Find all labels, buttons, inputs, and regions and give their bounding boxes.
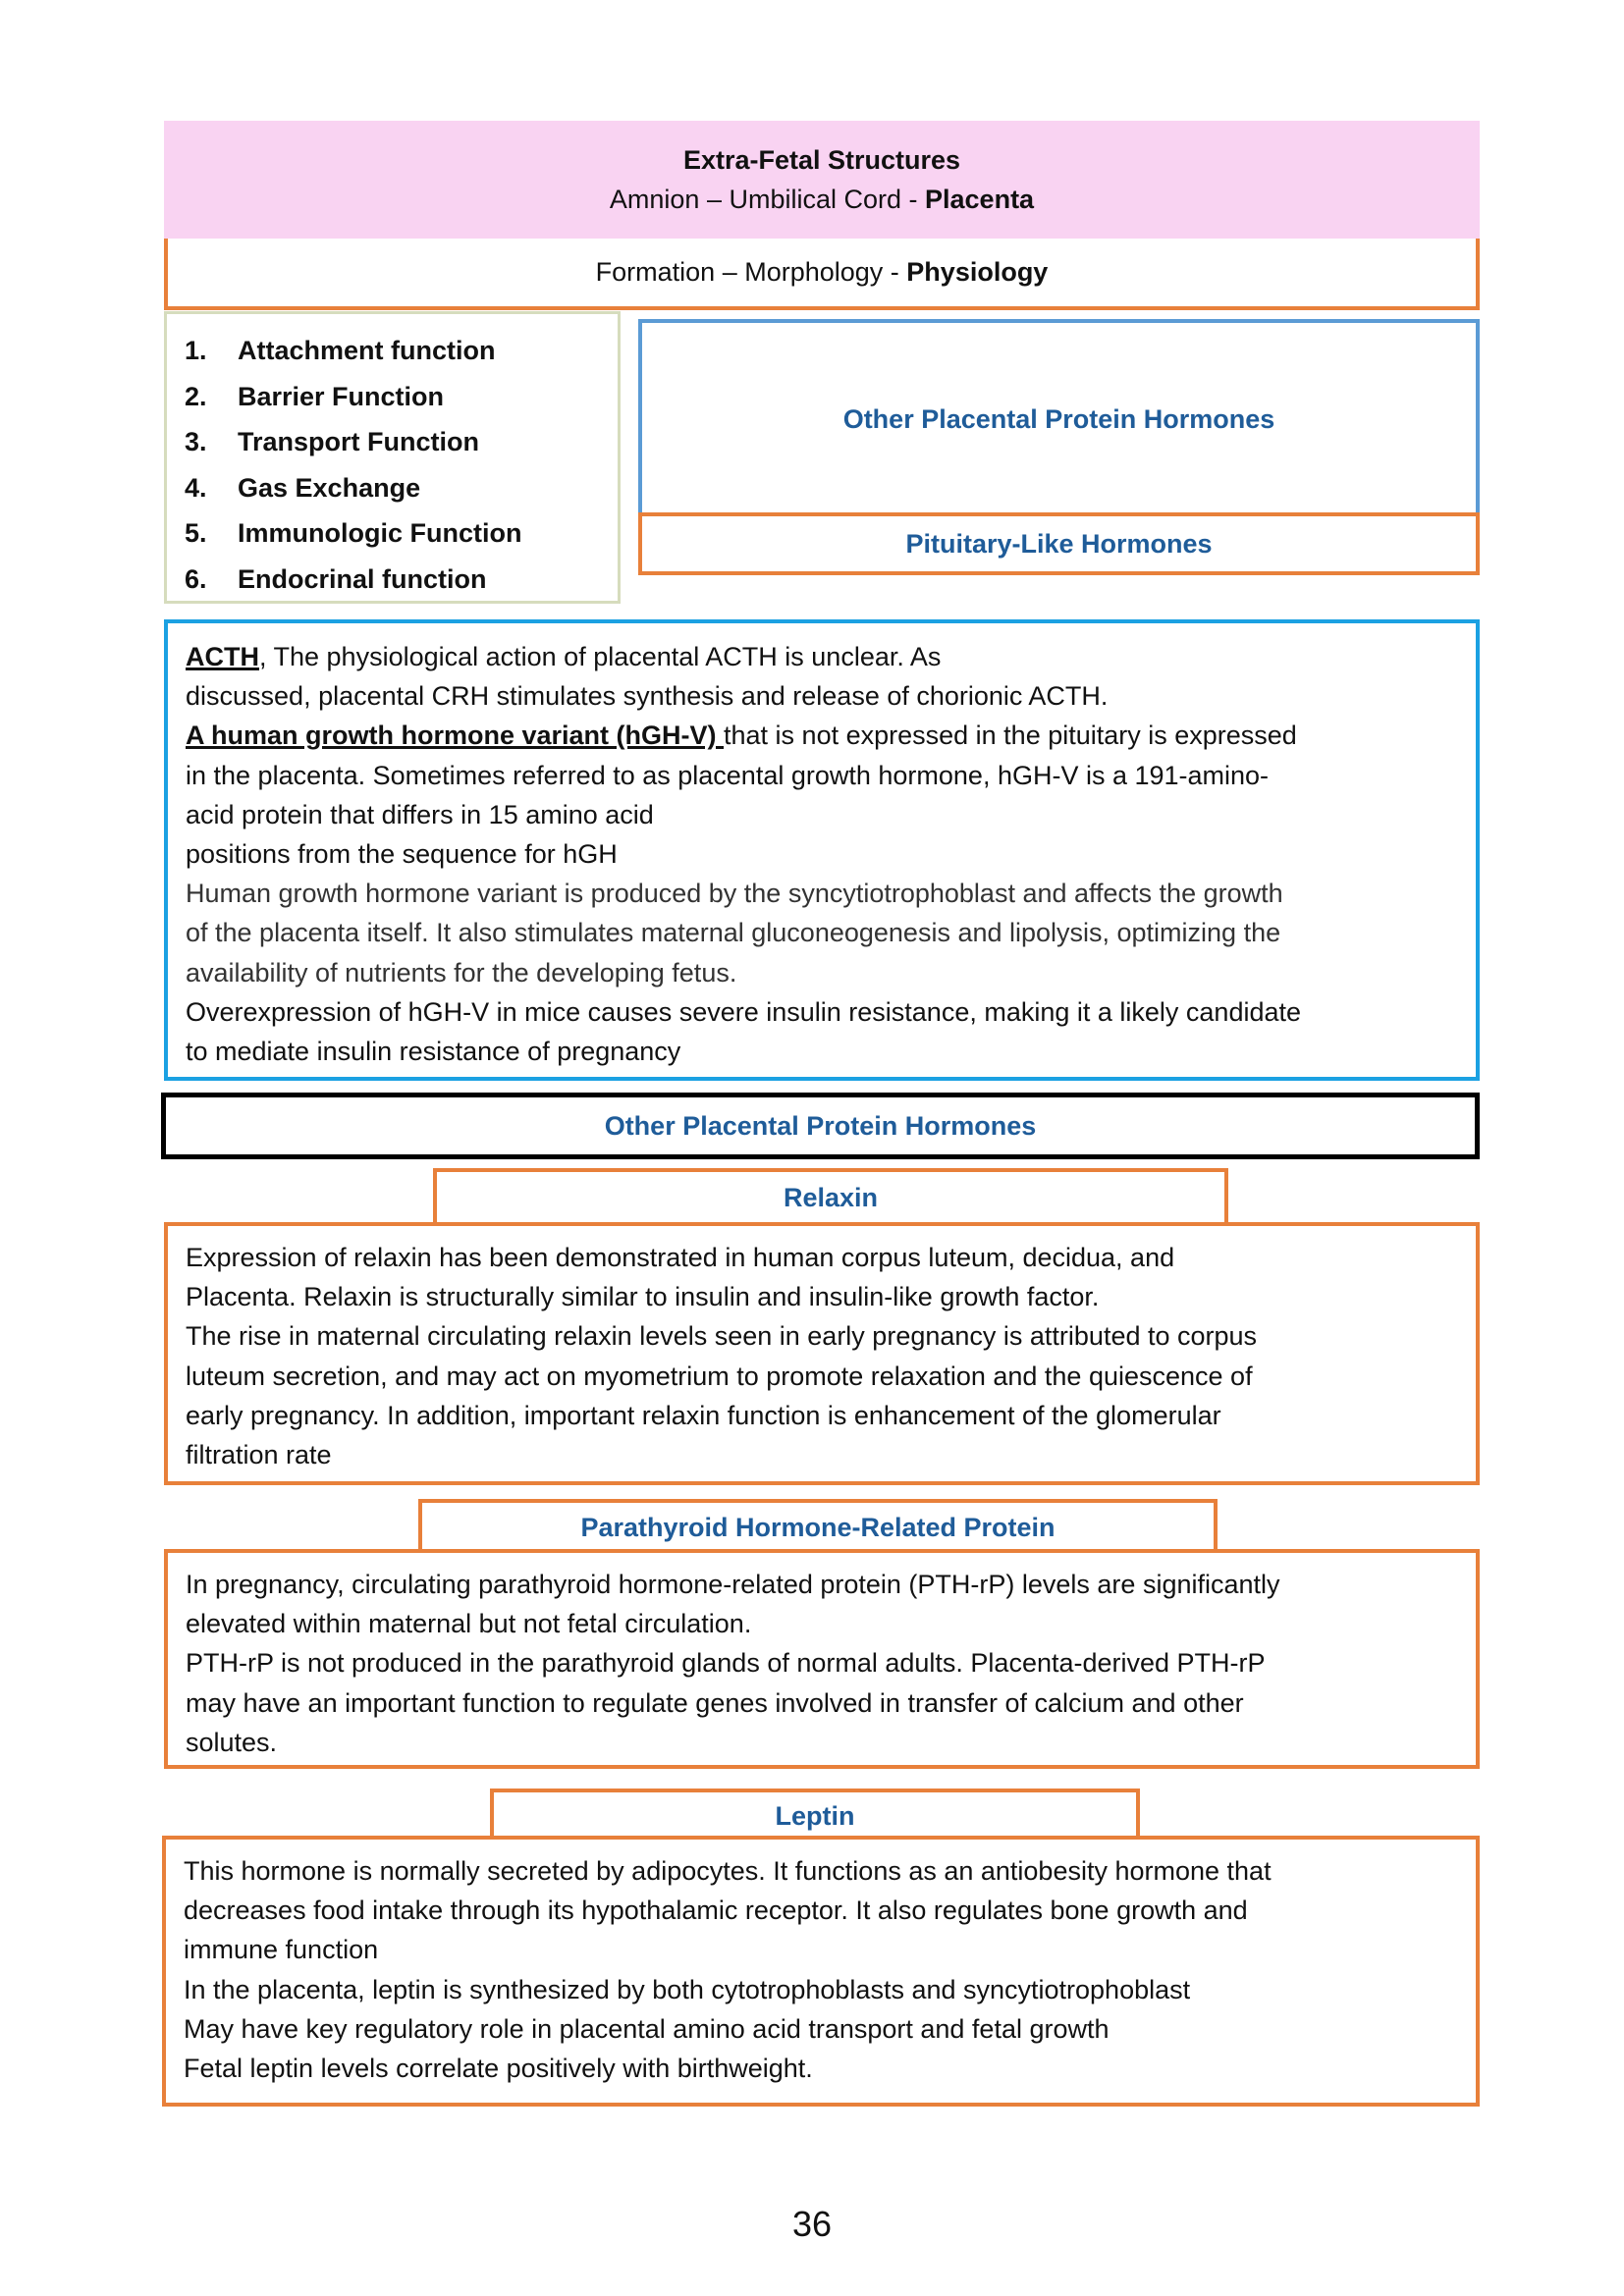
page-number: 36	[791, 2204, 833, 2244]
other-section-title-text: Other Placental Protein Hormones	[604, 1110, 1037, 1141]
function-number: 1.	[185, 336, 207, 365]
function-label: Gas Exchange	[238, 472, 421, 503]
function-item	[185, 374, 618, 420]
hghv-text: that is not expressed in the pituitary is expressed	[724, 721, 1297, 751]
function-number: 5.	[185, 518, 207, 548]
other-hormones-section-title	[161, 1093, 1480, 1159]
hghv-text-line: acid protein that differs in 15 amino acid	[186, 799, 654, 829]
acth-term: ACTH	[186, 642, 259, 671]
pituitary-like-title: Pituitary-Like Hormones	[905, 528, 1213, 559]
section-subheader	[164, 239, 1480, 310]
pthrp-line: In pregnancy, circulating parathyroid hormone-related protein (PTH-rP) levels are significantly	[186, 1570, 1280, 1599]
leptin-tab	[490, 1789, 1140, 1840]
relaxin-line: The rise in maternal circulating relaxin levels seen in early pregnancy is attributed to corpus	[186, 1321, 1258, 1352]
function-number: 3.	[185, 427, 207, 456]
leptin-line: Fetal leptin levels correlate positively with birthweight.	[184, 2054, 813, 2084]
hghv-text-line: Human growth hormone variant is produced by the syncytiotrophoblast and affects the growth	[186, 879, 1283, 909]
hghv-text-line: availability of nutrients for the developing fetus.	[186, 957, 737, 988]
hghv-text-line: of the placenta itself. It also stimulates maternal gluconeogenesis and lipolysis, optimizing the	[186, 918, 1281, 948]
other-hormones-title-box	[638, 319, 1480, 515]
pthrp-title: Parathyroid Hormone-Related Protein	[580, 1513, 1056, 1542]
relaxin-title: Relaxin	[783, 1183, 879, 1212]
leptin-content	[162, 1836, 1480, 2107]
header-title: Extra-Fetal Structures	[682, 145, 961, 175]
function-item	[185, 510, 618, 557]
acth-text-line: discussed, placental CRH stimulates synthesis and release of chorionic ACTH.	[186, 681, 1109, 712]
placenta-functions-list	[164, 311, 621, 604]
relaxin-line: Placenta. Relaxin is structurally similar to insulin and insulin-like growth factor.	[186, 1282, 1100, 1312]
pituitary-hormones-content	[164, 619, 1480, 1081]
function-number: 4.	[185, 472, 207, 503]
function-label: Attachment function	[238, 336, 496, 365]
function-item	[185, 557, 618, 603]
other-hormones-title: Other Placental Protein Hormones	[842, 403, 1275, 434]
leptin-line: This hormone is normally secreted by adipocytes. It functions as an antiobesity hormone that	[184, 1856, 1272, 1886]
hghv-term: A human growth hormone variant (hGH-V)	[186, 721, 725, 751]
leptin-line: In the placenta, leptin is synthesized by both cytotrophoblasts and syncytiotrophoblast	[184, 1974, 1191, 2004]
function-label: Endocrinal function	[238, 563, 487, 594]
hghv-text-line: in the placenta. Sometimes referred to as placental growth hormone, hGH-V is a 191-amino-	[186, 760, 1270, 790]
relaxin-tab	[433, 1168, 1228, 1224]
pthrp-line: may have an important function to regulate genes involved in transfer of calcium and other	[186, 1687, 1244, 1718]
subheader-plain: Formation – Morphology -	[595, 257, 907, 287]
function-label: Transport Function	[238, 427, 479, 456]
header-subtitle-bold: Placenta	[925, 185, 1035, 214]
leptin-line: immune function	[184, 1935, 379, 1965]
relaxin-line: filtration rate	[186, 1440, 332, 1470]
header-subtitle	[610, 180, 1034, 219]
hghv-paragraph	[186, 716, 1460, 755]
pthrp-line: solutes.	[186, 1727, 278, 1757]
acth-paragraph	[186, 637, 1460, 676]
relaxin-line: luteum secretion, and may act on myometrium to promote relaxation and the quiescence of	[186, 1361, 1253, 1391]
function-item	[185, 419, 618, 465]
leptin-line: May have key regulatory role in placental amino acid transport and fetal growth	[184, 2013, 1110, 2044]
leptin-title: Leptin	[775, 1800, 855, 1831]
acth-text: , The physiological action of placental ACTH is unclear. As	[259, 642, 942, 671]
subheader-bold: Physiology	[906, 257, 1049, 287]
pituitary-like-box	[638, 512, 1480, 575]
pthrp-tab	[418, 1499, 1218, 1553]
pthrp-line: elevated within maternal but not fetal circulation.	[186, 1609, 752, 1639]
function-item	[185, 465, 618, 511]
function-label: Immunologic Function	[238, 518, 522, 548]
relaxin-line: Expression of relaxin has been demonstrated in human corpus luteum, decidua, and	[186, 1243, 1175, 1272]
function-number: 2.	[185, 381, 207, 411]
function-label: Barrier Function	[238, 381, 445, 411]
relaxin-content	[164, 1222, 1480, 1485]
leptin-line: decreases food intake through its hypothalamic receptor. It also regulates bone growth and	[184, 1896, 1248, 1926]
function-item	[185, 328, 618, 374]
pthrp-content	[164, 1549, 1480, 1769]
subheader-text	[596, 257, 1049, 288]
pthrp-line: PTH-rP is not produced in the parathyroid glands of normal adults. Placenta-derived PTH-rP	[186, 1648, 1266, 1679]
header-subtitle-plain: Amnion – Umbilical Cord -	[609, 185, 926, 214]
document-header	[164, 121, 1480, 239]
hghv-text-line: to mediate insulin resistance of pregnancy	[186, 1037, 681, 1067]
relaxin-line: early pregnancy. In addition, important relaxin function is enhancement of the glomerular	[186, 1400, 1221, 1430]
function-number: 6.	[185, 563, 207, 594]
hghv-text-line: positions from the sequence for hGH	[186, 839, 618, 870]
hghv-text-line: Overexpression of hGH-V in mice causes severe insulin resistance, making it a likely candidate	[186, 996, 1302, 1027]
